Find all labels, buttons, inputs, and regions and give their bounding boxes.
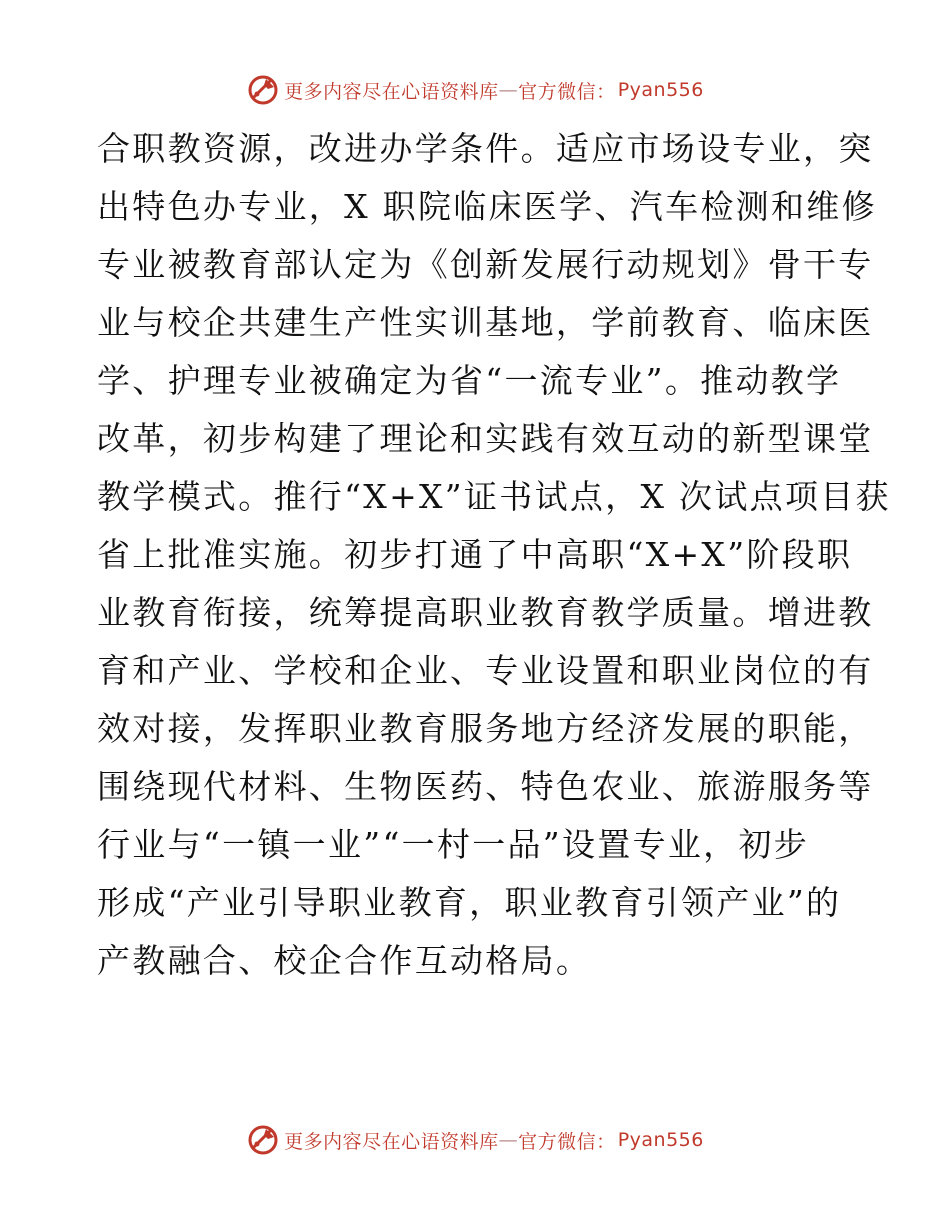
body-line: 专业被教育部认定为《创新发展行动规划》骨干专 bbox=[97, 245, 874, 284]
header-watermark bbox=[0, 70, 950, 110]
body-line: 业与校企共建生产性实训基地，学前教育、临床医 bbox=[97, 303, 874, 342]
watermark-wechat-id: Pyan556 bbox=[617, 1129, 704, 1151]
body-line: 教学模式。推行“X+X”证书试点，X 次试点项目获 bbox=[97, 477, 891, 516]
body-line: 形成“产业引导职业教育，职业教育引领产业”的 bbox=[97, 883, 842, 922]
document-body bbox=[97, 120, 891, 990]
logo-icon bbox=[246, 1123, 280, 1157]
body-line: 育和产业、学校和企业、专业设置和职业岗位的有 bbox=[97, 651, 874, 690]
watermark-separator: — bbox=[498, 1129, 519, 1151]
body-line: 产教融合、校企合作互动格局。 bbox=[97, 941, 592, 980]
footer-watermark bbox=[0, 1120, 950, 1160]
logo-icon bbox=[246, 73, 280, 107]
watermark-text: 更多内容尽在心语资料库 bbox=[284, 1130, 499, 1153]
watermark-official-label: 官方微信： bbox=[518, 1130, 616, 1153]
watermark-official-label: 官方微信： bbox=[518, 80, 616, 103]
body-line: 业教育衔接，统筹提高职业教育教学质量。增进教 bbox=[97, 593, 874, 632]
body-line: 改革，初步构建了理论和实践有效互动的新型课堂 bbox=[97, 419, 874, 458]
body-line: 效对接，发挥职业教育服务地方经济发展的职能， bbox=[97, 709, 874, 748]
body-line: 行业与“一镇一业”“一村一品”设置专业，初步 bbox=[97, 825, 810, 864]
body-line: 学、护理专业被确定为省“一流专业”。推动教学 bbox=[97, 361, 842, 400]
body-line: 省上批准实施。初步打通了中高职“X+X”阶段职 bbox=[97, 535, 853, 574]
watermark-text: 更多内容尽在心语资料库 bbox=[284, 80, 499, 103]
body-line: 出特色办专业，X 职院临床医学、汽车检测和维修 bbox=[97, 187, 877, 226]
watermark-wechat-id: Pyan556 bbox=[617, 79, 704, 101]
watermark-separator: — bbox=[498, 79, 519, 101]
body-line: 合职教资源，改进办学条件。适应市场设专业，突 bbox=[97, 129, 874, 168]
body-line: 围绕现代材料、生物医药、特色农业、旅游服务等 bbox=[97, 767, 874, 806]
